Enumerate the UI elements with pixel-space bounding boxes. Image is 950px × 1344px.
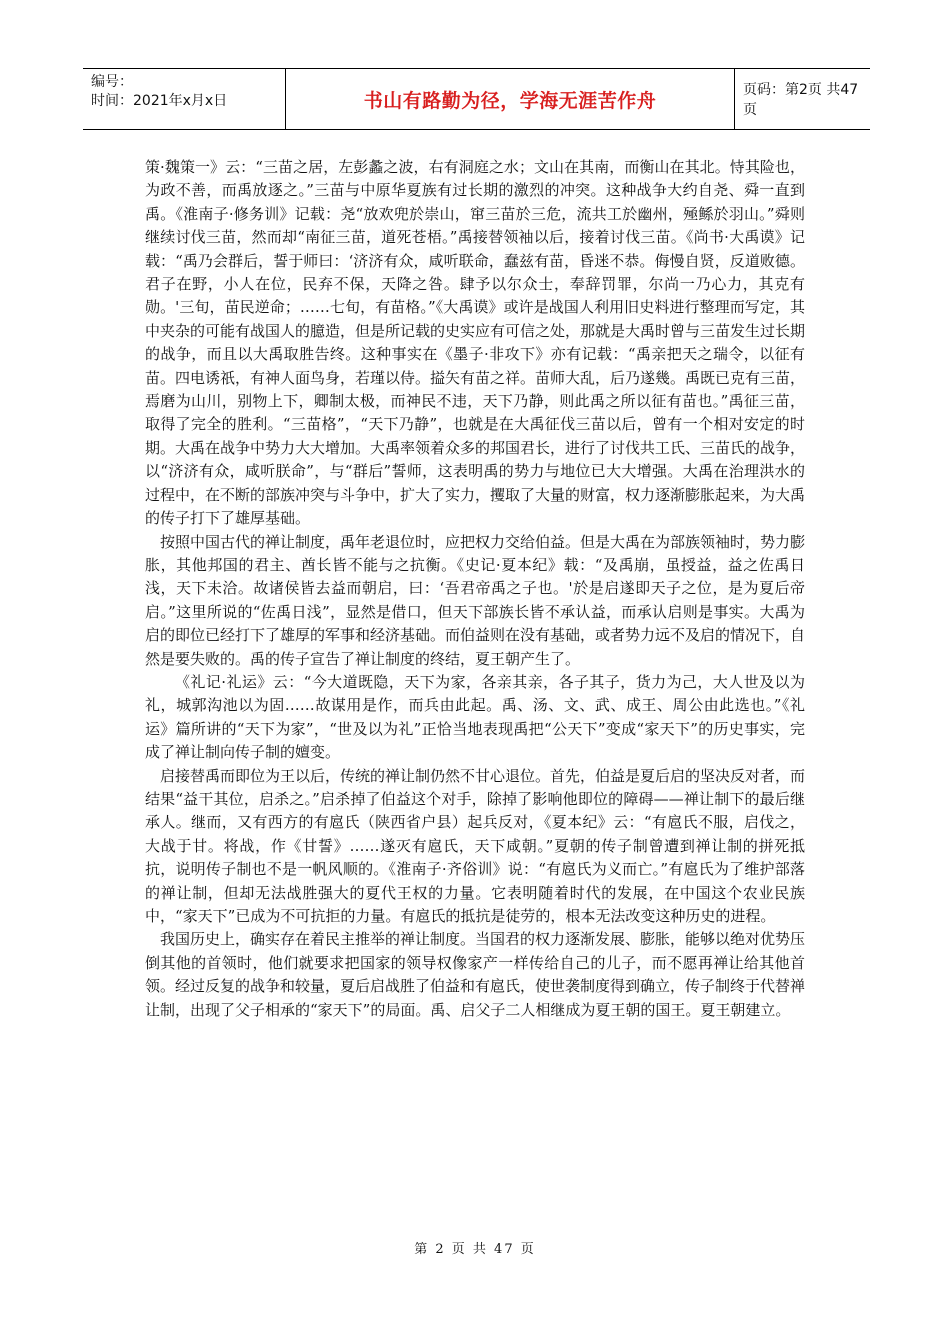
document-date: 时间：2021年x月x日 [91, 93, 228, 109]
header-meta [91, 73, 227, 111]
document-number-label: 编号： [91, 74, 133, 90]
document-body [145, 156, 805, 1022]
body-paragraph-4: 启接替禹而即位为王以后，传统的禅让制仍然不甘心退位。首先，伯益是夏后启的坚决反对者，而结果“益干其位，启杀之。”启杀掉了伯益这个对手，除掉了影响他即位的障碍——禅让制下的最后继承人。继而，又有西方的有扈氏（陕西省户县）起兵反对，《夏本纪》云：“有扈氏不服，启伐之，大战于甘。将战，作《甘誓》……遂灭有扈氏，天下咸朝。”夏朝的传子制曾遭到禅让制的拼死抵抗，说明传子制也不是一帆风顺的。《淮南子·齐俗训》说：“有扈氏为义而亡。”有扈氏为了维护部落的禅让制，但却无法战胜强大的夏代王权的力量。它表明随着时代的发展，在中国这个农业民族中，“家天下”已成为不可抗拒的力量。有扈氏的抵抗是徒劳的，根本无法改变这种历史的进程。 [145, 766, 806, 925]
body-paragraph-5: 我国历史上，确实存在着民主推举的禅让制度。当国君的权力逐渐发展、膨胀，能够以绝对优势压倒其他的首领时，他们就要求把国家的领导权像家产一样传给自己的儿子，而不愿再禅让给其他首领。经过反复的战争和较量，夏后启战胜了伯益和有扈氏，使世袭制度得到确立，传子制终于代替禅让制，出现了父子相承的“家天下”的局面。禹、启父子二人相继成为夏王朝的国王。夏王朝建立。 [145, 930, 806, 1019]
body-paragraph-3: 《礼记·礼运》云：“今大道既隐，天下为家，各亲其亲，各子其子，货力为己，大人世及以为礼，城郭沟池以为固……故谋用是作，而兵由此起。禹、汤、文、武、成王、周公由此选也。”《礼运》篇所讲的“天下为家”，“世及以为礼”正恰当地表现禹把“公天下”变成“家天下”的历史事实，完成了禅让制向传子制的嬗变。 [145, 672, 805, 762]
header-page-info: 页码：第2页 共47页 [743, 82, 859, 118]
body-paragraph-2: 按照中国古代的禅让制度，禹年老退位时，应把权力交给伯益。但是大禹在为部族领袖时，势力膨胀，其他邦国的君主、酋长皆不能与之抗衡。《史记·夏本纪》载：“及禹崩，虽授益，益之佐禹日浅，天下未洽。故诸侯皆去益而朝启，曰：‘吾君帝禹之子也。'於是启遂即天子之位，是为夏后帝启。”这里所说的“佐禹日浅”，显然是借口，但天下部族长皆不承认益，而承认启则是事实。大禹为启的即位已经打下了雄厚的军事和经济基础。而伯益则在没有基础，或者势力远不及启的情况下，自然是要失败的。禹的传子宣告了禅让制度的终结，夏王朝产生了。 [145, 532, 806, 668]
page-footer: 第 2 页 共 47 页 [414, 1242, 536, 1257]
body-paragraph-1: 策·魏策一》云：“三苗之居，左彭蠡之波，右有洞庭之水；文山在其南，而衡山在其北。恃其险也，为政不善，而禹放逐之。”三苗与中原华夏族有过长期的激烈的冲突。这种战争大约自尧、舜一直到禹。《淮南子·修务训》记载：尧“放欢兜於崇山，窜三苗於三危，流共工於幽州，殛鲧於羽山。”舜则继续讨伐三苗，然而却“南征三苗，道死苍梧。”禹接替领袖以后，接着讨伐三苗。《尚书·大禹谟》记载：“禹乃会群后，誓于师曰：‘济济有众，咸听联命，蠢兹有苗，昏迷不恭。侮慢自贤，反道败德。君子在野，小人在位，民弃不保，天降之咎。肆予以尔众士，奉辞罚罪，尔尚一乃心力，其克有勋。'三旬，苗民逆命；……七旬，有苗格。”《大禹谟》或许是战国人利用旧史料进行整理而写定，其中夹杂的可能有战国人的臆造，但是所记载的史实应有可信之处，那就是大禹时曾与三苗发生过长期的战争，而且以大禹取胜告终。这种事实在《墨子·非攻下》亦有记载：“禹亲把天之瑞令，以征有苗。四电诱祇，有神人面鸟身，若瑾以侍。搤矢有苗之祥。苗师大乱，后乃遂幾。禹既已克有三苗，焉磨为山川，别物上下，卿制太极，而神民不违，天下乃静，则此禹之所以征有苗也。”禹征三苗，取得了完全的胜利。“三苗格”，“天下乃静”，也就是在大禹征伐三苗以后，曾有一个相对安定的时期。大禹在战争中势力大大增加。大禹率领着众多的邦国君长，进行了讨伐共工氏、三苗氏的战争，以“济济有众，咸听朕命”，与“群后”誓师，这表明禹的势力与地位已大大增强。大禹在治理洪水的过程中，在不断的部族冲突与斗争中，扩大了实力，攫取了大量的财富，权力逐渐膨胀起来，为大禹的传子打下了雄厚基础。 [145, 158, 806, 528]
header-motto: 书山有路勤为径，学海无涯苦作舟 [285, 69, 735, 129]
page-header [83, 68, 870, 130]
